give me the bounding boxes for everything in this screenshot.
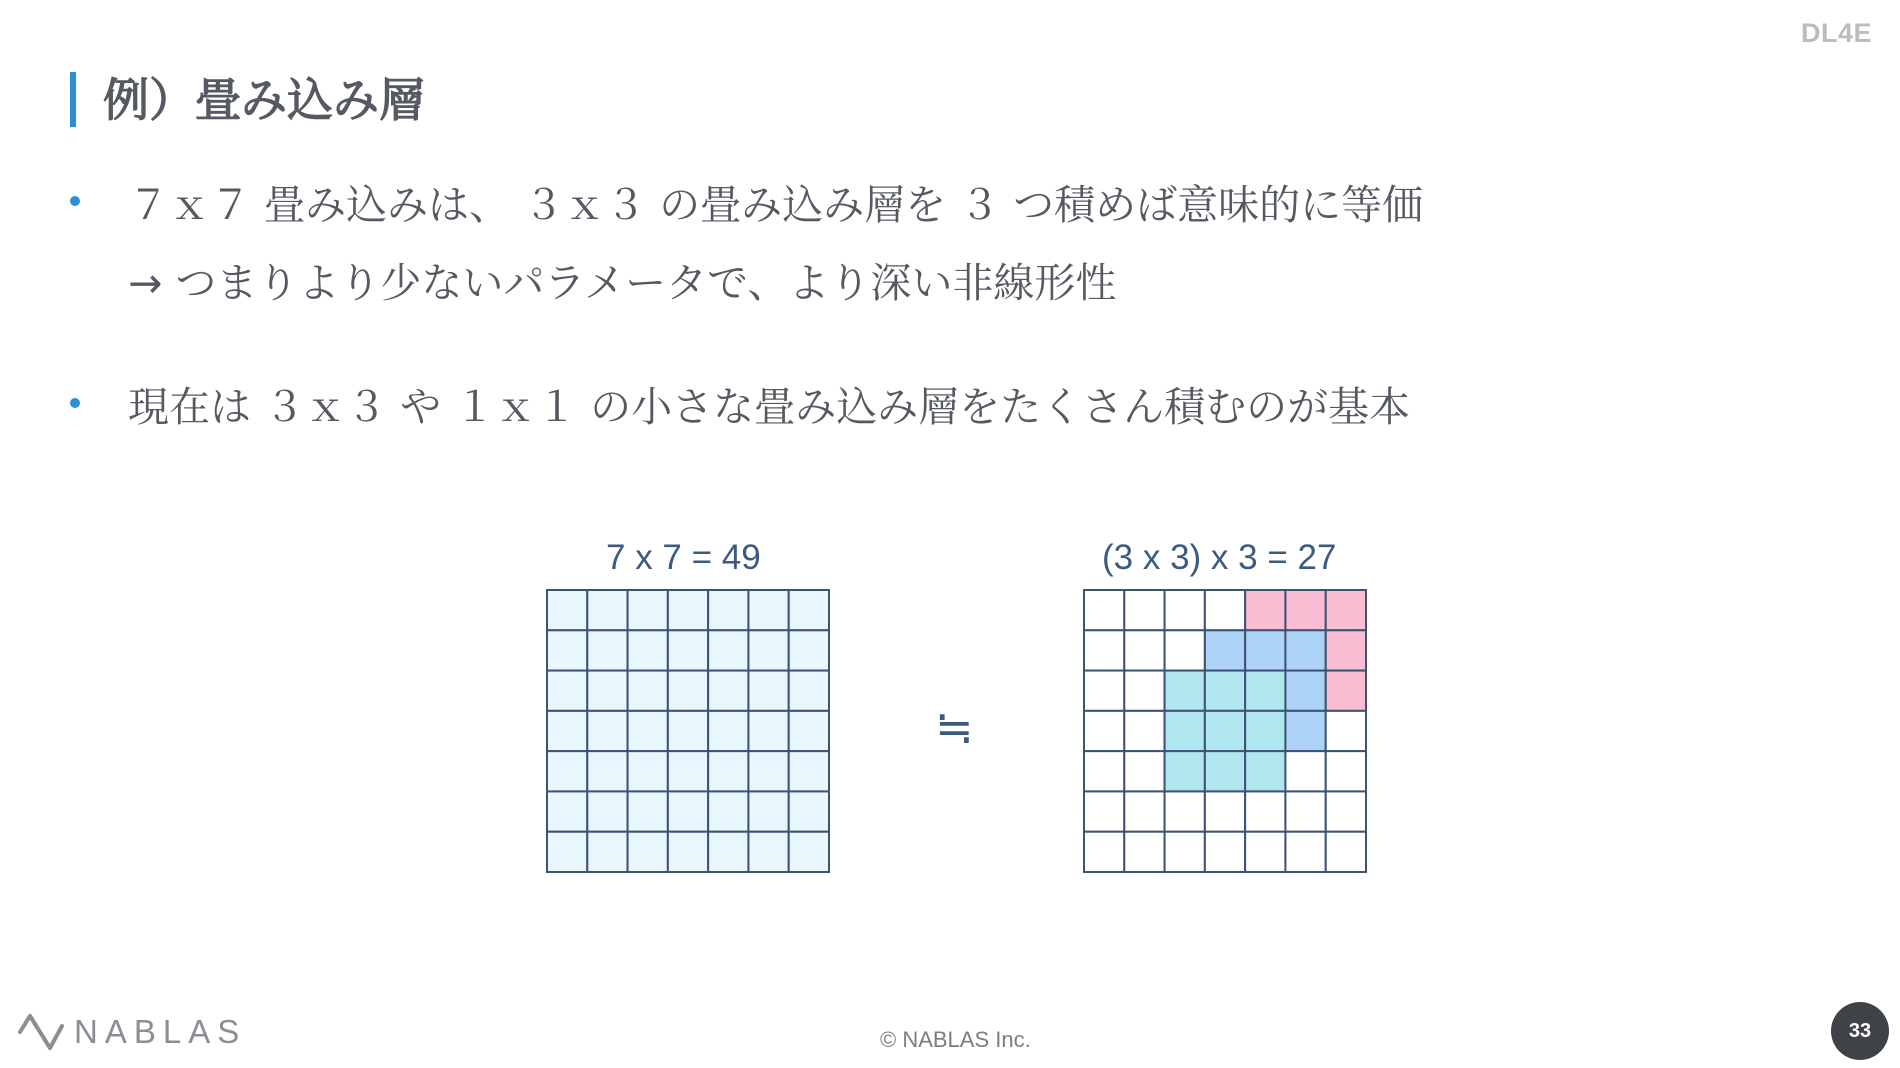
grid-cell xyxy=(668,671,708,711)
grid-cell xyxy=(708,630,748,670)
grid-cell xyxy=(547,671,587,711)
grid-cell xyxy=(789,791,829,831)
right-grid-stacked-3x3 xyxy=(1083,589,1367,873)
grid-cell xyxy=(1084,630,1124,670)
grid-cell xyxy=(1245,630,1285,670)
grid-cell xyxy=(1084,751,1124,791)
grid-cell xyxy=(1326,711,1366,751)
grid-cell xyxy=(1326,791,1366,831)
brand-label: DL4E xyxy=(1800,18,1872,48)
grid-cell xyxy=(1326,751,1366,791)
page-title: 例）畳み込み層 xyxy=(103,73,425,127)
grid-cell xyxy=(628,791,668,831)
grid-cell xyxy=(1165,751,1205,791)
grid-cell xyxy=(1205,711,1245,751)
grid-cell xyxy=(1124,832,1164,872)
grid-cell xyxy=(587,791,627,831)
grid-cell xyxy=(748,832,788,872)
grid-cell xyxy=(668,832,708,872)
grid-cell xyxy=(1165,630,1205,670)
grid-cell xyxy=(1205,791,1245,831)
grid-cell xyxy=(1326,590,1366,630)
grid-cell xyxy=(708,711,748,751)
grid-cell xyxy=(1165,671,1205,711)
grid-cell xyxy=(628,630,668,670)
grid-cell xyxy=(1285,751,1325,791)
grid-cell xyxy=(1245,711,1285,751)
grid-cell xyxy=(1245,751,1285,791)
grid-cell xyxy=(708,671,748,711)
grid-cell xyxy=(668,711,708,751)
grid-cell xyxy=(1124,630,1164,670)
grid-cell xyxy=(1285,671,1325,711)
grid-cell xyxy=(1245,671,1285,711)
nablas-logo-icon xyxy=(18,1012,64,1052)
grid-cell xyxy=(668,791,708,831)
grid-cell xyxy=(789,751,829,791)
grid-cell xyxy=(668,590,708,630)
bullet-marker xyxy=(70,398,80,408)
grid-cell xyxy=(587,751,627,791)
grid-cell xyxy=(1245,791,1285,831)
grid-cell xyxy=(628,590,668,630)
grid-cell xyxy=(628,751,668,791)
grid-cell xyxy=(587,671,627,711)
grid-cell xyxy=(748,671,788,711)
grid-cell xyxy=(1205,751,1245,791)
grid-cell xyxy=(547,751,587,791)
bullet-marker xyxy=(70,196,80,206)
grid-cell xyxy=(708,751,748,791)
grid-cell xyxy=(748,711,788,751)
grid-cell xyxy=(547,630,587,670)
bullet-1-line-1: ７ｘ７ 畳み込みは、 ３ｘ３ の畳み込み層を ３ つ積めば意味的に等価 xyxy=(128,181,1424,229)
grid-cell xyxy=(547,711,587,751)
grid-cell xyxy=(1285,590,1325,630)
nablas-wordmark: NABLAS xyxy=(74,1013,247,1050)
grid-cell xyxy=(748,590,788,630)
grid-cell xyxy=(547,590,587,630)
grid-cell xyxy=(668,630,708,670)
grid-cell xyxy=(1285,630,1325,670)
grid-cell xyxy=(1124,590,1164,630)
grid-cell xyxy=(1285,711,1325,751)
grid-cell xyxy=(1205,630,1245,670)
grid-cell xyxy=(1124,791,1164,831)
grid-cell xyxy=(1205,671,1245,711)
bullet-1-line-2: → つまりより少ないパラメータで、より深い非線形性 xyxy=(128,259,1117,307)
grid-cell xyxy=(1165,590,1205,630)
grid-cell xyxy=(789,671,829,711)
grid-cell xyxy=(1165,832,1205,872)
copyright-text: © NABLAS Inc. xyxy=(880,1027,1031,1052)
grid-cell xyxy=(1285,791,1325,831)
grid-cell xyxy=(748,791,788,831)
grid-cell xyxy=(1245,832,1285,872)
grid-cell xyxy=(1326,671,1366,711)
title-accent-bar xyxy=(70,72,76,127)
grid-cell xyxy=(1084,791,1124,831)
page-number-badge: 33 xyxy=(1831,1002,1889,1060)
left-grid-7x7 xyxy=(546,589,830,873)
grid-cell xyxy=(1326,832,1366,872)
grid-cell xyxy=(1205,590,1245,630)
grid-cell xyxy=(1285,832,1325,872)
grid-cell xyxy=(628,711,668,751)
right-grid-label: (3 x 3) x 3 = 27 xyxy=(1102,538,1337,577)
grid-cell xyxy=(547,791,587,831)
grid-cell xyxy=(1084,671,1124,711)
grid-cell xyxy=(748,630,788,670)
grid-cell xyxy=(748,751,788,791)
grid-cell xyxy=(1084,832,1124,872)
grid-cell xyxy=(1124,751,1164,791)
grid-cell xyxy=(547,832,587,872)
grid-cell xyxy=(789,590,829,630)
grid-cell xyxy=(587,711,627,751)
nablas-logo xyxy=(18,1012,246,1052)
grid-cell xyxy=(1205,832,1245,872)
grid-cell xyxy=(628,671,668,711)
grid-cell xyxy=(1165,711,1205,751)
grid-cell xyxy=(1245,590,1285,630)
grid-cell xyxy=(789,832,829,872)
grid-cell xyxy=(668,751,708,791)
left-grid-label: 7 x 7 = 49 xyxy=(606,538,761,577)
grid-cell xyxy=(1326,630,1366,670)
grid-cell xyxy=(587,590,627,630)
grid-cell xyxy=(587,630,627,670)
grid-cell xyxy=(708,590,748,630)
bullet-2-line-1: 現在は ３ｘ３ や １ｘ１ の小さな畳み込み層をたくさん積むのが基本 xyxy=(128,383,1411,431)
grid-cell xyxy=(587,832,627,872)
grid-cell xyxy=(628,832,668,872)
grid-cell xyxy=(708,832,748,872)
approx-equal-symbol: ≒ xyxy=(935,700,974,754)
grid-cell xyxy=(1084,590,1124,630)
grid-cell xyxy=(1084,711,1124,751)
grid-cell xyxy=(789,630,829,670)
grid-cell xyxy=(1124,671,1164,711)
grid-cell xyxy=(708,791,748,831)
grid-cell xyxy=(789,711,829,751)
grid-cell xyxy=(1165,791,1205,831)
grid-cell xyxy=(1124,711,1164,751)
